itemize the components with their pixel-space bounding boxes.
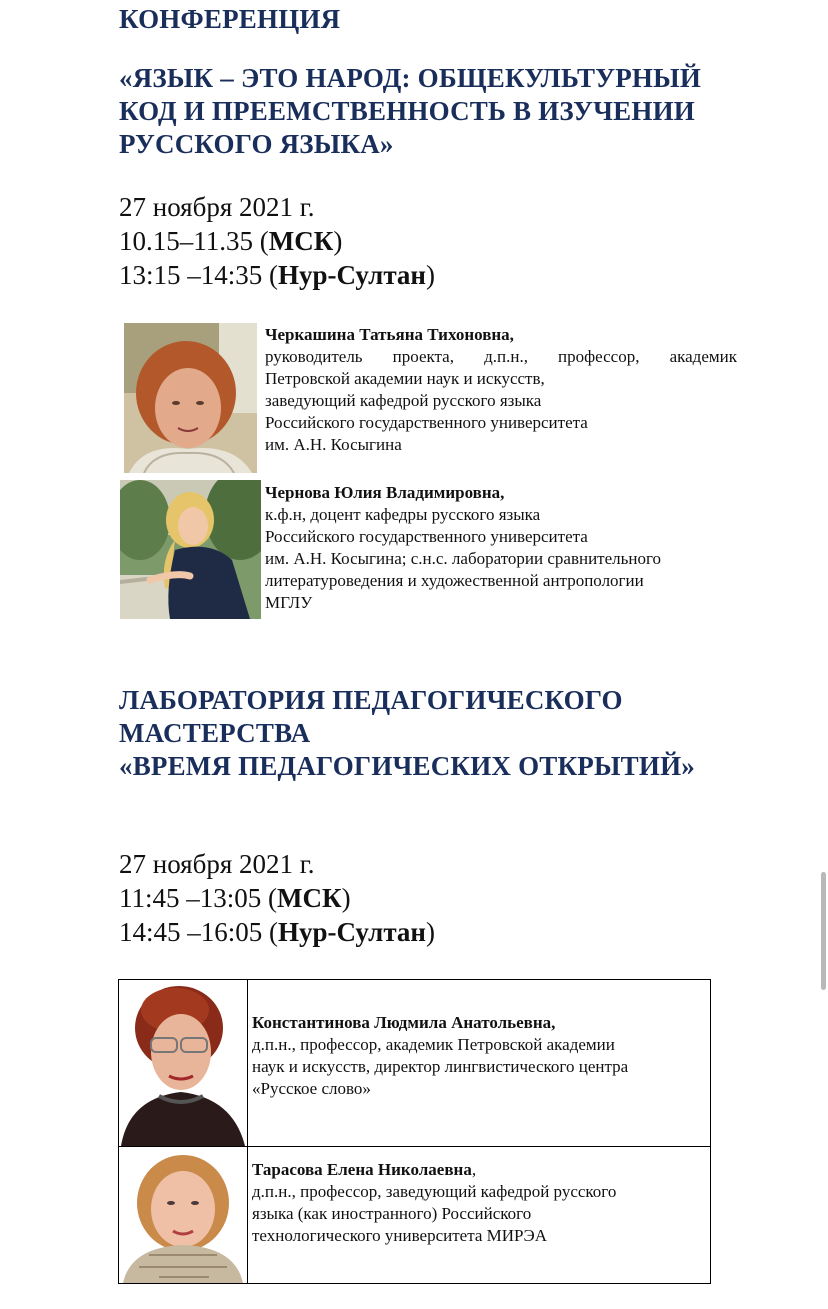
speaker-name: Чернова Юлия Владимировна,	[265, 483, 505, 502]
speaker-desc-line: д.п.н., профессор, академик Петровской академии	[252, 1035, 615, 1054]
speaker-info-cell	[248, 1147, 711, 1284]
scrollbar[interactable]	[821, 872, 826, 990]
speaker-desc-line: литературоведения и художественной антропологии	[265, 571, 644, 590]
event-date: 27 ноября 2021 г.	[119, 192, 315, 222]
speaker-desc-line: МГЛУ	[265, 593, 313, 612]
speaker-desc-line: к.ф.н, доцент кафедры русского языка	[265, 505, 541, 524]
speaker-name: Черкашина Татьяна Тихоновна,	[265, 325, 514, 344]
portrait-image	[120, 480, 261, 619]
tz-local: Нур-Султан	[278, 917, 426, 947]
title-line: РУССКОГО ЯЗЫКА»	[119, 129, 394, 159]
speaker-desc-line: Российского государственного университета	[265, 527, 588, 546]
portrait-image	[119, 980, 247, 1146]
time-msk-row: 10.15–11.35 (МСК)	[119, 226, 343, 256]
lab-title	[119, 684, 695, 783]
title-line: ЛАБОРАТОРИЯ ПЕДАГОГИЧЕСКОГО	[119, 685, 623, 715]
speaker-desc-line: д.п.н., профессор, заведующий кафедрой русского	[252, 1182, 617, 1201]
time-local: 14:45 –16:05	[119, 917, 263, 947]
speaker-desc-line: Российского государственного университета	[265, 413, 588, 432]
time-local-row: 14:45 –16:05 (Нур-Султан)	[119, 917, 435, 947]
tz-local: Нур-Султан	[278, 260, 426, 290]
portrait-image	[119, 1147, 247, 1283]
table-row	[119, 1147, 711, 1284]
title-line: КОД И ПРЕЕМСТВЕННОСТЬ В ИЗУЧЕНИИ	[119, 96, 695, 126]
lab-schedule	[119, 847, 435, 949]
speaker-desc-line: заведующий кафедрой русского языка	[265, 391, 542, 410]
event-date: 27 ноября 2021 г.	[119, 849, 315, 879]
portrait-image	[124, 323, 257, 473]
speaker-photo-cell	[119, 980, 248, 1147]
speaker-desc-line: руководитель проекта, д.п.н., профессор, академик	[265, 347, 737, 366]
speaker-desc-line: «Русское слово»	[252, 1079, 371, 1098]
time-msk-row: 11:45 –13:05 (МСК)	[119, 883, 351, 913]
speaker-name: Константинова Людмила Анатольевна,	[252, 1013, 556, 1032]
title-line: «ЯЗЫК – ЭТО НАРОД: ОБЩЕКУЛЬТУРНЫЙ	[119, 63, 702, 93]
speakers-table	[118, 979, 711, 1284]
speaker-name: Тарасова Елена Николаевна	[252, 1160, 472, 1179]
tz-msk: МСК	[277, 883, 342, 913]
speaker-name-suffix: ,	[471, 1160, 477, 1179]
time-msk: 11:45 –13:05	[119, 883, 262, 913]
speaker-desc-line: наук и искусств, директор лингвистического центра	[252, 1057, 629, 1076]
section-label: КОНФЕРЕНЦИЯ	[119, 4, 341, 34]
speaker-photo	[120, 480, 261, 619]
speaker-desc-line: Петровской академии наук и искусств,	[265, 369, 545, 388]
speaker-photo	[124, 323, 257, 473]
conference-schedule	[119, 190, 435, 292]
time-local: 13:15 –14:35	[119, 260, 263, 290]
speaker-name-row	[252, 1159, 706, 1181]
speaker-info-cell	[248, 980, 711, 1147]
time-local-row: 13:15 –14:35 (Нур-Султан)	[119, 260, 435, 290]
speaker-info	[265, 324, 737, 456]
speaker-desc-line: им. А.Н. Косыгина	[265, 435, 402, 454]
conference-title	[119, 62, 701, 161]
tz-msk: МСК	[268, 226, 334, 256]
title-line: МАСТЕРСТВА	[119, 718, 311, 748]
speaker-desc-line: технологического университета МИРЭА	[252, 1226, 548, 1245]
speaker-photo-cell	[119, 1147, 248, 1284]
table-row	[119, 980, 711, 1147]
speaker-desc-line: им. А.Н. Косыгина; с.н.с. лаборатории сравнительного	[265, 549, 662, 568]
speaker-desc-line: языка (как иностранного) Российского	[252, 1204, 532, 1223]
time-msk: 10.15–11.35	[119, 226, 253, 256]
title-line: «ВРЕМЯ ПЕДАГОГИЧЕСКИХ ОТКРЫТИЙ»	[119, 751, 695, 781]
speaker-info	[265, 482, 745, 614]
